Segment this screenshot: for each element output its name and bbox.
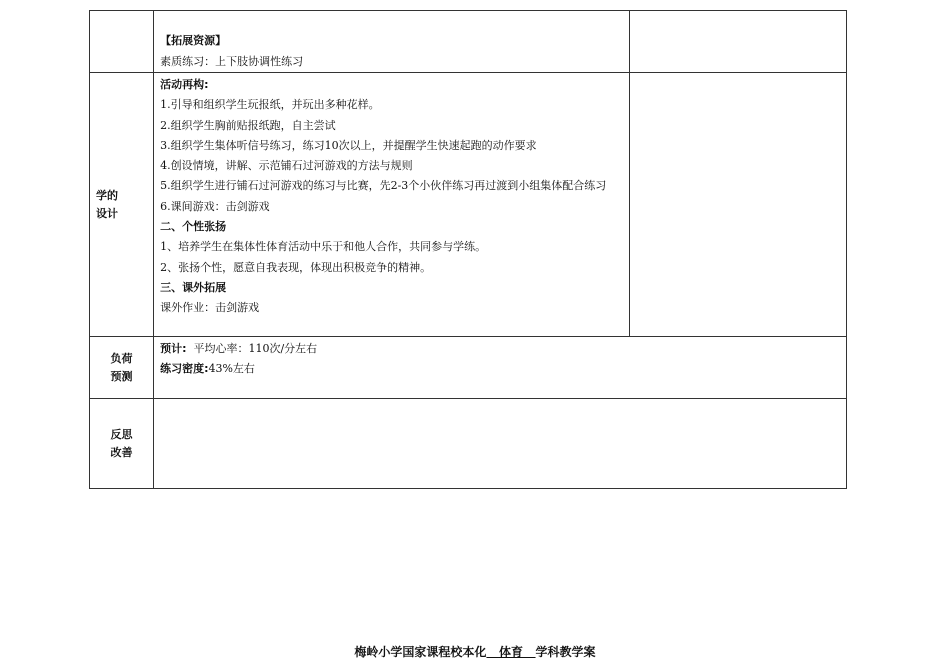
extension-line: 素质练习：上下肢协调性练习: [160, 54, 304, 68]
design-label-line1: 学的: [96, 188, 118, 202]
activity-item-1: 1.引导和组织学生玩报纸，并玩出多种花样。: [160, 98, 380, 112]
load-content-cell: [154, 337, 847, 399]
load-label-line1: 负荷: [110, 351, 133, 365]
activity-heading: 活动再构:: [160, 78, 209, 91]
density-value: 43%左右: [208, 362, 255, 376]
footer-subject: 体育: [498, 645, 523, 659]
reflection-label-line2: 改善: [110, 445, 133, 459]
section2-item-2: 2、张扬个性，愿意自我表现，体现出积极竞争的精神。: [160, 260, 432, 274]
extension-label-cell: [90, 11, 154, 73]
reflection-label-line1: 反思: [110, 427, 133, 441]
activity-item-2: 2.组织学生胸前贴报纸跑，自主尝试: [160, 118, 336, 132]
heart-rate-line: [160, 339, 840, 359]
load-row: [90, 337, 847, 399]
extension-content-cell: [154, 11, 630, 73]
density-line: [160, 359, 840, 379]
page-footer: [0, 643, 950, 660]
footer-prefix: 梅岭小学国家课程校本化: [354, 645, 487, 659]
activity-item-5: 5.组织学生进行铺石过河游戏的练习与比赛，先2-3个小伙伴练习再过渡到小组集体配合练习: [160, 179, 607, 193]
section3-line: 课外作业：击剑游戏: [160, 301, 260, 315]
section2-heading: 二、个性张扬: [160, 220, 227, 234]
reflection-row: [90, 399, 847, 489]
design-row: [90, 73, 847, 337]
design-label-cell: [90, 73, 154, 337]
load-label-cell: [90, 337, 154, 399]
heart-rate-value: 平均心率：110次/分左右: [186, 342, 318, 355]
reflection-label-cell: [90, 399, 154, 489]
activity-item-4: 4.创设情境，讲解、示范铺石过河游戏的方法与规则: [160, 159, 413, 173]
activity-item-3: 3.组织学生集体听信号练习，练习10次以上，并提醒学生快速起跑的动作要求: [160, 138, 537, 152]
design-label-line2: 设计: [96, 206, 118, 220]
lesson-plan-table: [89, 10, 847, 489]
design-content-cell: [154, 73, 630, 337]
footer-blank-right: [523, 645, 536, 659]
footer-suffix: 学科教学案: [535, 645, 596, 659]
section3-heading: 三、课外拓展: [160, 280, 227, 294]
density-label: 练习密度:: [160, 362, 209, 376]
heart-rate-label: 预计:: [160, 342, 187, 355]
footer-blank-left: [486, 645, 499, 659]
section2-item-1: 1、培养学生在集体性体育活动中乐于和他人合作，共同参与学练。: [160, 240, 487, 254]
extension-row: [90, 11, 847, 73]
extension-heading: 【拓展资源】: [160, 34, 227, 48]
design-side-cell: [629, 73, 846, 337]
reflection-content-cell: [154, 399, 847, 489]
activity-item-6: 6.课间游戏：击剑游戏: [160, 199, 270, 213]
extension-side-cell: [629, 11, 846, 73]
load-label-line2: 预测: [110, 369, 133, 383]
